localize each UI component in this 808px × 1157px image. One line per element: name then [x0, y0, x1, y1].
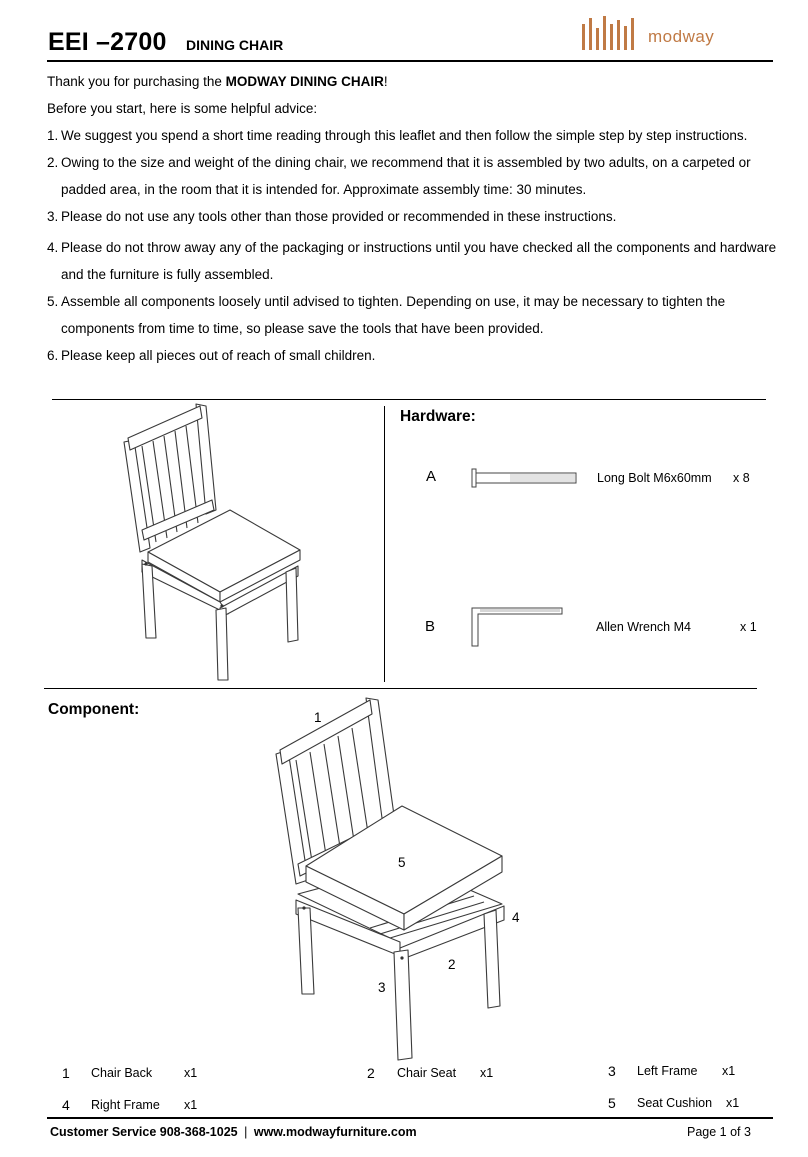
component-name: Left Frame: [637, 1064, 698, 1078]
hardware-qty: x 1: [740, 620, 757, 634]
footer-separator: |: [244, 1125, 248, 1139]
component-number: 2: [367, 1065, 375, 1081]
advice-item: 1. We suggest you spend a short time reading through this leaflet and then follow the simple step by step instructions.: [47, 128, 748, 143]
hardware-name: Allen Wrench M4: [596, 620, 691, 634]
advice-line: Before you start, here is some helpful advice:: [47, 101, 318, 116]
allen-wrench-icon: [468, 604, 566, 648]
header-rule: [47, 60, 773, 62]
hardware-title: Hardware:: [400, 408, 476, 425]
website-link[interactable]: www.modwayfurniture.com: [253, 1125, 417, 1139]
brand-wordmark: modway: [648, 27, 715, 46]
exploded-chair-diagram: [270, 694, 520, 1062]
model-number: EEI –2700: [48, 28, 167, 56]
component-qty: x1: [480, 1066, 494, 1080]
diagram-label: 1: [314, 710, 322, 725]
component-number: 4: [62, 1097, 70, 1113]
footer-rule: [47, 1117, 773, 1119]
thanks-line: [47, 68, 787, 95]
intro-section: [47, 68, 787, 369]
customer-service: Customer Service 908-368-1025: [50, 1125, 238, 1139]
thanks-suffix: !: [383, 74, 388, 89]
hardware-letter: B: [425, 618, 436, 635]
component-number: 1: [62, 1065, 70, 1081]
diagram-label: 4: [512, 910, 520, 925]
vertical-divider: [384, 406, 385, 682]
component-name: Right Frame: [91, 1098, 160, 1112]
component-number: 3: [608, 1063, 616, 1079]
component-qty: x1: [722, 1064, 736, 1078]
component-name: Chair Seat: [397, 1066, 457, 1080]
component-title: Component:: [48, 701, 140, 718]
advice-item: 5. Assemble all components loosely until advised to tighten. Depending on use, it may be necessary to tighten the components from time to time, so please save the tools that have been provided.: [47, 294, 726, 336]
diagram-label: 5: [398, 855, 406, 870]
component-name: Chair Back: [91, 1066, 153, 1080]
component-qty: x1: [184, 1098, 198, 1112]
page-number: Page 1 of 3: [687, 1125, 751, 1139]
advice-item: 4. Please do not throw away any of the packaging or instructions until you have checked all the components and hardware and the furniture is fully assembled.: [47, 240, 777, 282]
advice-item: 2. Owing to the size and weight of the dining chair, we recommend that it is assembled by two adults, on a carpeted or padded area, in the room that it is intended for. Approximate assembly time: 30 minutes.: [47, 155, 751, 197]
diagram-label: 2: [448, 957, 456, 972]
bolt-icon: [470, 468, 578, 488]
advice-item: 3. Please do not use any tools other than those provided or recommended in these instructions.: [47, 209, 617, 224]
component-number: 5: [608, 1095, 616, 1111]
footer-contact: [50, 1125, 417, 1139]
section-rule: [52, 399, 766, 400]
hardware-letter: A: [426, 468, 437, 485]
component-qty: x1: [184, 1066, 198, 1080]
product-title: DINING CHAIR: [186, 37, 284, 53]
hardware-name: Long Bolt M6x60mm: [597, 471, 712, 485]
advice-item: 6. Please keep all pieces out of reach of small children.: [47, 348, 376, 363]
diagram-label: 3: [378, 980, 386, 995]
thanks-product: MODWAY DINING CHAIR: [225, 74, 384, 89]
thanks-prefix: Thank you for purchasing the: [47, 74, 226, 89]
assembled-chair-illustration: [120, 402, 310, 682]
section-rule: [44, 688, 757, 689]
component-qty: x1: [726, 1096, 740, 1110]
hardware-qty: x 8: [733, 471, 750, 485]
component-name: Seat Cushion: [637, 1096, 713, 1110]
